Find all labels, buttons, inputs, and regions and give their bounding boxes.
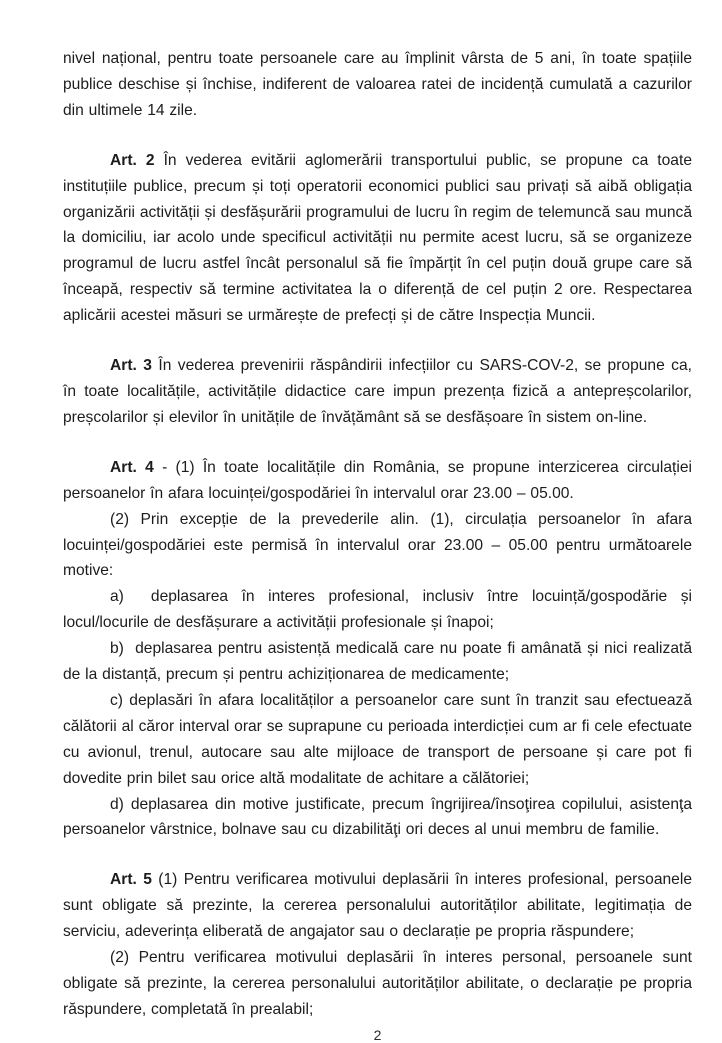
paragraph-text: b) deplasarea pentru asistență medicală care nu poate fi amânată și nici realizată de la distanță, precum și pentru achiziționarea de medicamente; bbox=[63, 640, 692, 684]
page-number-footer bbox=[63, 1027, 692, 1043]
paragraph-text: d) deplasarea din motive justificate, precum îngrijirea/însoţirea copilului, asistenţa persoanelor vârstnice, bolnave sau cu dizabilităţi ori deces al unui membru de familie. bbox=[63, 795, 692, 839]
article-label: Art. 5 bbox=[110, 871, 152, 889]
page-number: 2 bbox=[373, 1026, 382, 1043]
paragraph-text: În vederea prevenirii răspândirii infecțiilor cu SARS-COV-2, se propune ca, în toate localitățile, activitățile didactice care impun prezența fizică a antepreșcolarilor, preșcolarilor și elevilor în unitățile de învățământ să se desfășoare în sistem on-line. bbox=[63, 357, 692, 426]
paragraph-item-b bbox=[63, 636, 692, 688]
paragraph-art-4-alin-2 bbox=[63, 507, 692, 585]
paragraph-art-2 bbox=[63, 148, 692, 329]
paragraph-item-a bbox=[63, 584, 692, 636]
article-label: Art. 4 bbox=[110, 458, 154, 476]
paragraph-text: În vederea evitării aglomerării transportului public, se propune ca toate instituțiile publice, precum și toți operatorii economici publici sau privați să aibă obligația organizării activității și desfășurării programului de lucru în regim de telemuncă sau muncă la domiciliu, iar acolo unde specificul activității nu permite acest lucru, să se organizeze programul de lucru astfel încât personalul să fie împărțit în cel puțin două grupe care să înceapă, respectiv să termine activitatea la o diferență de cel puțin 2 ore. Respectarea aplicării acestei măsuri se urmărește de prefecți și de către Inspecția Muncii. bbox=[63, 151, 692, 325]
paragraph-text: (1) Pentru verificarea motivului deplasării în interes profesional, persoanele sunt obligate să prezinte, la cererea personalului autorităților abilitate, legitimația de serviciu, adeverința eliberată de angajator sau o declarație pe propria răspundere; bbox=[63, 871, 692, 941]
article-label: Art. 3 bbox=[110, 357, 152, 375]
paragraph-item-c bbox=[63, 688, 692, 792]
paragraph-item-d bbox=[63, 792, 692, 844]
paragraph-art-3 bbox=[63, 353, 692, 431]
paragraph-text: a) deplasarea în interes profesional, inclusiv între locuință/gospodărie și locul/locurile de desfășurare a activității profesionale și înapoi; bbox=[63, 588, 692, 632]
paragraph-continuation bbox=[63, 46, 692, 124]
paragraph-text: (2) Prin excepție de la prevederile alin. (1), circulația persoanelor în afara locuinței/gospodăriei este permisă în intervalul orar 23.00 – 05.00 pentru următoarele motive: bbox=[63, 510, 692, 580]
paragraph-art-5-alin-2 bbox=[63, 945, 692, 1023]
article-label: Art. 2 bbox=[110, 151, 155, 169]
paragraph-art-4-alin-1 bbox=[63, 455, 692, 507]
paragraph-text: (2) Pentru verificarea motivului deplasării în interes personal, persoanele sunt obligate să prezinte, la cererea personalului autorităților abilitate, o declarație pe propria răspundere, completată în prealabil; bbox=[63, 949, 692, 1018]
paragraph-text: nivel național, pentru toate persoanele care au împlinit vârsta de 5 ani, în toate spațiile publice deschise și închise, indiferent de valoarea ratei de incidență cumulată a cazurilor din ultimele 14 zile. bbox=[63, 50, 692, 119]
paragraph-text: c) deplasări în afara localităților a persoanelor care sunt în tranzit sau efectuează călătorii al căror interval orar se suprapune cu perioada interdicției cum ar fi cele efectuate cu avionul, trenul, autocare sau alte mijloace de transport de persoane și care pot fi dovedite prin bilet sau orice altă modalitate de achitare a călătoriei; bbox=[63, 691, 692, 787]
paragraph-art-5-alin-1 bbox=[63, 867, 692, 945]
paragraph-text: - (1) În toate localitățile din România, se propune interzicerea circulației persoanelor în afara locuinței/gospodăriei în intervalul orar 23.00 – 05.00. bbox=[63, 458, 692, 502]
